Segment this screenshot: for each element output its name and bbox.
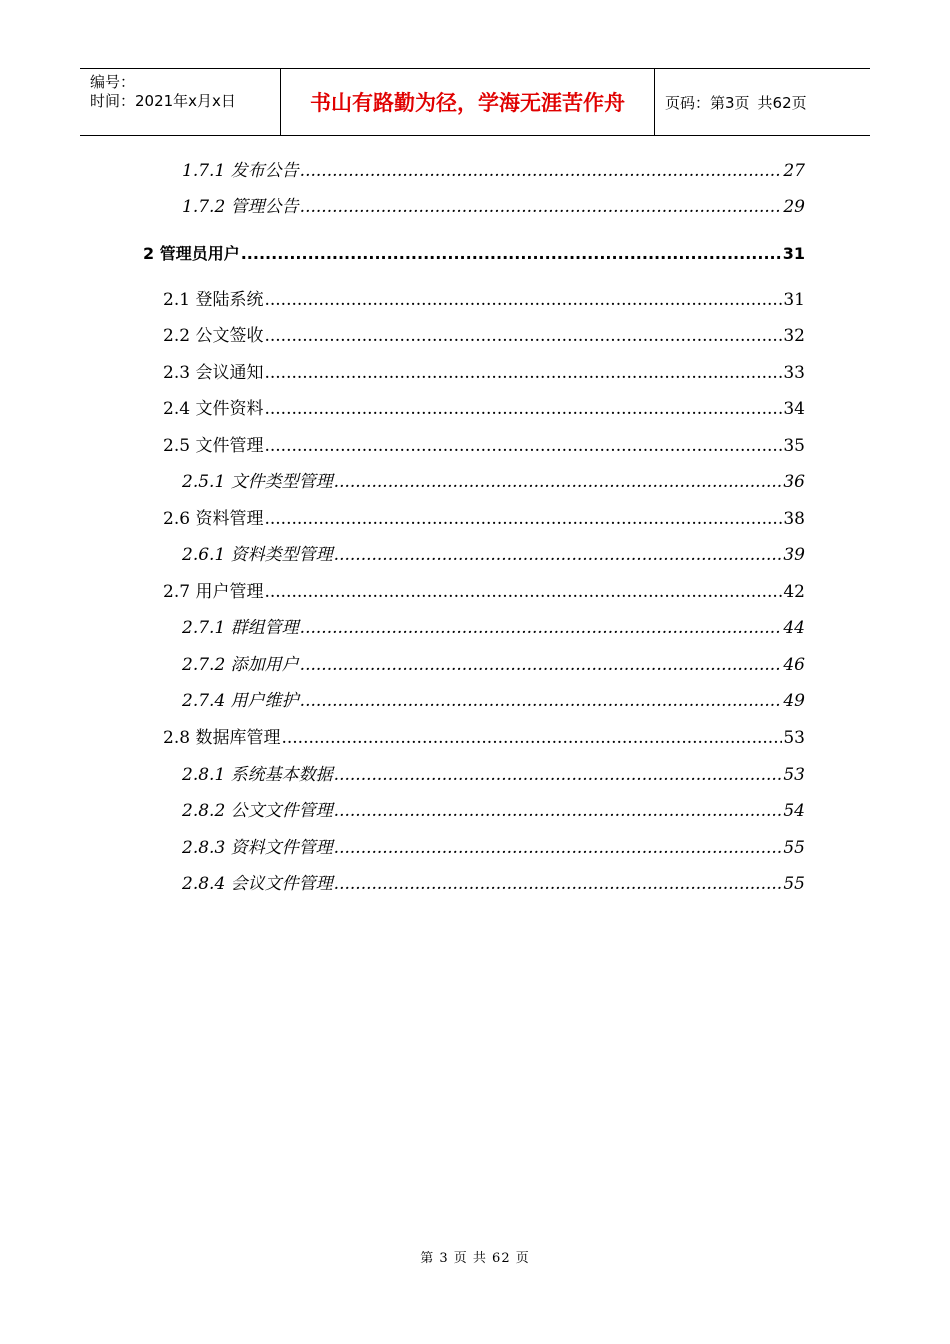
toc-leader-dots (334, 764, 783, 786)
toc-entry-page: 53 (783, 728, 805, 748)
toc-entry-label: 2.7.2 添加用户 (182, 655, 299, 675)
header-motto: 书山有路勤为径，学海无涯苦作舟 (281, 69, 655, 135)
toc-leader-dots (300, 160, 783, 182)
toc-entry[interactable] (163, 727, 805, 749)
toc-entry-page: 29 (783, 197, 805, 217)
toc-entry-label: 2.8.4 会议文件管理 (182, 874, 333, 894)
toc-entry[interactable] (163, 435, 805, 457)
toc-entry-page: 44 (783, 618, 805, 638)
toc-entry-label: 2.8 数据库管理 (163, 728, 281, 748)
toc-entry-page: 32 (783, 326, 805, 346)
header-page-label: 页码：第3页 (665, 93, 750, 112)
toc-leader-dots (264, 289, 782, 311)
toc-entry-page: 53 (783, 765, 805, 785)
toc-entry[interactable] (182, 196, 805, 218)
toc-entry[interactable] (182, 160, 805, 182)
toc-leader-dots (264, 435, 782, 457)
toc-entry-label: 2.8.3 资料文件管理 (182, 838, 333, 858)
toc-entry[interactable] (143, 243, 805, 265)
page-header (80, 68, 870, 136)
toc-entry-label: 2.1 登陆系统 (163, 290, 264, 310)
toc-entry-label: 2.4 文件资料 (163, 399, 264, 419)
toc-leader-dots (264, 398, 782, 420)
toc-entry-label: 2.2 公文签收 (163, 326, 264, 346)
toc-entry-page: 55 (783, 874, 805, 894)
toc-entry[interactable] (163, 362, 805, 384)
header-page-info (655, 69, 870, 135)
toc-entry-page: 54 (783, 801, 805, 821)
toc-entry[interactable] (182, 544, 805, 566)
toc-entry-label: 1.7.2 管理公告 (182, 197, 299, 217)
toc-entry-page: 33 (783, 363, 805, 383)
toc-entry[interactable] (182, 764, 805, 786)
toc-entry-label: 2.6.1 资料类型管理 (182, 545, 333, 565)
toc-entry-label: 2.7.1 群组管理 (182, 618, 299, 638)
toc-leader-dots (241, 243, 782, 265)
toc-entry[interactable] (163, 398, 805, 420)
toc-entry-label: 2.5.1 文件类型管理 (182, 472, 333, 492)
toc-entry-page: 39 (783, 545, 805, 565)
toc-entry-page: 55 (783, 838, 805, 858)
toc-entry-label: 2.8.2 公文文件管理 (182, 801, 333, 821)
toc-entry-page: 36 (783, 472, 805, 492)
toc-entry-label: 2.6 资料管理 (163, 509, 264, 529)
toc-entry[interactable] (182, 471, 805, 493)
toc-entry-label: 2.8.1 系统基本数据 (182, 765, 333, 785)
toc-entry-page: 35 (783, 436, 805, 456)
header-number-label: 编号： (90, 73, 136, 91)
toc-leader-dots (264, 325, 782, 347)
toc-leader-dots (334, 837, 783, 859)
toc-leader-dots (300, 196, 783, 218)
toc-leader-dots (264, 508, 782, 530)
page-footer: 第 3 页 共 62 页 (420, 1251, 530, 1266)
toc-entry-page: 42 (783, 582, 805, 602)
toc-entry-page: 49 (783, 691, 805, 711)
toc-entry-label: 2 管理员用户 (143, 244, 240, 263)
toc-leader-dots (281, 727, 782, 749)
toc-entry[interactable] (182, 690, 805, 712)
toc-entry[interactable] (163, 325, 805, 347)
toc-entry-label: 2.7 用户管理 (163, 582, 264, 602)
toc-leader-dots (300, 690, 783, 712)
toc-entry-page: 34 (783, 399, 805, 419)
toc-leader-dots (264, 581, 782, 603)
toc-leader-dots (334, 544, 783, 566)
header-total-label: 共62页 (757, 93, 807, 112)
toc-leader-dots (334, 873, 783, 895)
toc-entry-label: 2.7.4 用户维护 (182, 691, 299, 711)
toc-leader-dots (334, 471, 783, 493)
toc-entry-page: 31 (783, 290, 805, 310)
toc-leader-dots (300, 617, 783, 639)
toc-entry[interactable] (163, 508, 805, 530)
toc-entry-page: 31 (782, 244, 805, 263)
toc-entry-page: 46 (783, 655, 805, 675)
toc-entry[interactable] (163, 289, 805, 311)
toc-entry-label: 1.7.1 发布公告 (182, 161, 299, 181)
toc-entry[interactable] (182, 617, 805, 639)
toc-entry[interactable] (182, 837, 805, 859)
toc-entry[interactable] (182, 654, 805, 676)
toc-entry[interactable] (182, 873, 805, 895)
toc-entry-label: 2.3 会议通知 (163, 363, 264, 383)
toc-entry-page: 27 (783, 161, 805, 181)
header-time-label: 时间：2021年x月x日 (90, 92, 236, 110)
toc-leader-dots (264, 362, 782, 384)
header-meta (80, 69, 281, 135)
toc-entry-label: 2.5 文件管理 (163, 436, 264, 456)
toc-leader-dots (300, 654, 783, 676)
toc-entry-page: 38 (783, 509, 805, 529)
toc-entry[interactable] (163, 581, 805, 603)
toc-leader-dots (334, 800, 783, 822)
toc-entry[interactable] (182, 800, 805, 822)
